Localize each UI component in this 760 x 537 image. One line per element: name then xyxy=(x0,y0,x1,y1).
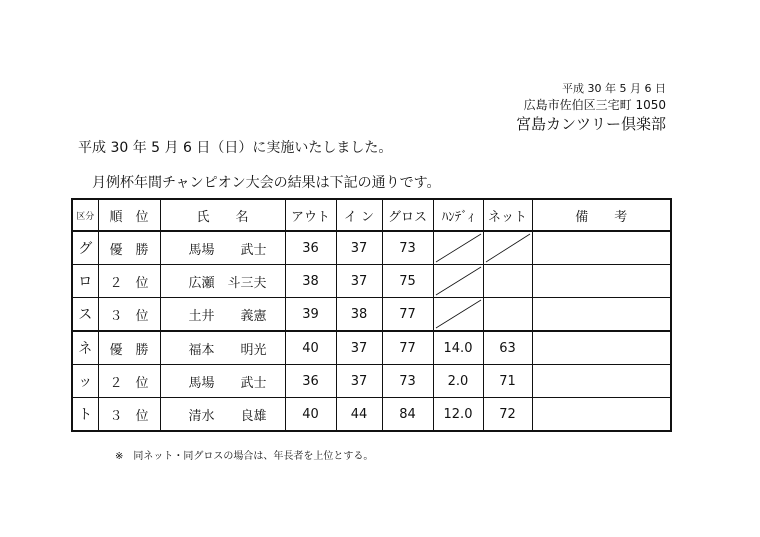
table-row xyxy=(72,265,671,298)
gross-score: 73 xyxy=(382,231,433,265)
results-table xyxy=(71,198,672,432)
net-empty xyxy=(483,265,532,298)
in-score: 37 xyxy=(336,231,382,265)
in-score: 37 xyxy=(336,331,382,365)
footnote: ※ 同ネット・同グロスの場合は、年長者を上位とする。 xyxy=(115,451,374,462)
intro-text: 平成 30 年 5 月 6 日（日）に実施いたしました。 xyxy=(78,140,393,156)
subtitle-text: 月例杯年間チャンピオン大会の結果は下記の通りです。 xyxy=(92,175,441,191)
remarks-cell xyxy=(532,231,671,265)
gross-label-3: ス xyxy=(72,298,98,332)
handicap-empty xyxy=(433,265,483,298)
col-remarks: 備 考 xyxy=(532,199,671,231)
net-score: 72 xyxy=(483,398,532,432)
out-score: 36 xyxy=(285,365,336,398)
table-row xyxy=(72,365,671,398)
player-name: 清水 良雄 xyxy=(160,398,285,432)
gross-score: 77 xyxy=(382,298,433,332)
col-handicap: ﾊﾝﾃﾞｨ xyxy=(433,199,483,231)
gross-score: 84 xyxy=(382,398,433,432)
net-empty xyxy=(483,298,532,332)
gross-label-2: ロ xyxy=(72,265,98,298)
col-in: イ ン xyxy=(336,199,382,231)
in-score: 38 xyxy=(336,298,382,332)
net-label-1: ネ xyxy=(72,331,98,365)
remarks-cell xyxy=(532,331,671,365)
out-score: 39 xyxy=(285,298,336,332)
rank: ２ 位 xyxy=(98,265,160,298)
rank: ２ 位 xyxy=(98,365,160,398)
handicap-value: 2.0 xyxy=(433,365,483,398)
in-score: 44 xyxy=(336,398,382,432)
col-category: 区分 xyxy=(72,199,98,231)
gross-score: 77 xyxy=(382,331,433,365)
out-score: 38 xyxy=(285,265,336,298)
player-name: 広瀬 斗三夫 xyxy=(160,265,285,298)
col-out: アウト xyxy=(285,199,336,231)
gross-score: 73 xyxy=(382,365,433,398)
remarks-cell xyxy=(532,365,671,398)
col-net: ネット xyxy=(483,199,532,231)
rank: 優 勝 xyxy=(98,331,160,365)
header-date: 平成 30 年 5 月 6 日 xyxy=(562,82,666,95)
table-row xyxy=(72,331,671,365)
in-score: 37 xyxy=(336,265,382,298)
col-name: 氏 名 xyxy=(160,199,285,231)
rank: ３ 位 xyxy=(98,298,160,332)
out-score: 40 xyxy=(285,331,336,365)
handicap-empty xyxy=(433,231,483,265)
player-name: 馬場 武士 xyxy=(160,365,285,398)
rank: 優 勝 xyxy=(98,231,160,265)
net-label-3: ト xyxy=(72,398,98,432)
net-label-2: ッ xyxy=(72,365,98,398)
col-rank: 順 位 xyxy=(98,199,160,231)
out-score: 40 xyxy=(285,398,336,432)
gross-label-1: グ xyxy=(72,231,98,265)
player-name: 福本 明光 xyxy=(160,331,285,365)
net-score: 63 xyxy=(483,331,532,365)
player-name: 土井 義憲 xyxy=(160,298,285,332)
handicap-value: 14.0 xyxy=(433,331,483,365)
player-name: 馬場 武士 xyxy=(160,231,285,265)
remarks-cell xyxy=(532,265,671,298)
table-row xyxy=(72,231,671,265)
handicap-value: 12.0 xyxy=(433,398,483,432)
remarks-cell xyxy=(532,298,671,332)
gross-score: 75 xyxy=(382,265,433,298)
net-score: 71 xyxy=(483,365,532,398)
remarks-cell xyxy=(532,398,671,432)
rank: ３ 位 xyxy=(98,398,160,432)
handicap-empty xyxy=(433,298,483,332)
table-row xyxy=(72,298,671,332)
header-row xyxy=(72,199,671,231)
net-empty xyxy=(483,231,532,265)
in-score: 37 xyxy=(336,365,382,398)
header-club-name: 宮島カンツリー倶楽部 xyxy=(515,115,666,133)
out-score: 36 xyxy=(285,231,336,265)
table-row xyxy=(72,398,671,432)
col-gross: グロス xyxy=(382,199,433,231)
header-address: 広島市佐伯区三宅町 1050 xyxy=(523,98,666,112)
